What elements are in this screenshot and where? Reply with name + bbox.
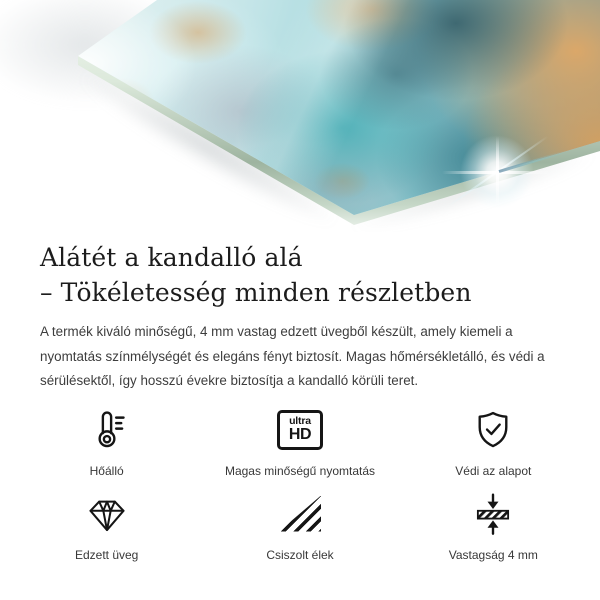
feature-label: Hőálló bbox=[89, 463, 124, 478]
feature-label: Vastagság 4 mm bbox=[448, 547, 538, 562]
ultra-hd-icon-text-bottom: HD bbox=[288, 426, 312, 443]
feature-heat-resistant bbox=[10, 408, 203, 478]
product-photo bbox=[0, 0, 600, 232]
feature-thickness bbox=[397, 492, 590, 562]
diamond-icon bbox=[85, 492, 129, 536]
feature-label: Védi az alapot bbox=[455, 463, 532, 478]
feature-protects-base bbox=[397, 408, 590, 478]
polished-edges-icon bbox=[279, 492, 321, 536]
page-title-line1: Alátét a kandalló alá bbox=[40, 243, 303, 272]
ultra-hd-icon-text-top: ultra bbox=[289, 415, 311, 427]
feature-polished-edges bbox=[203, 492, 396, 562]
feature-label: Csiszolt élek bbox=[266, 547, 334, 562]
feature-tempered-glass bbox=[10, 492, 203, 562]
page-title bbox=[40, 240, 560, 310]
thickness-press-icon bbox=[471, 492, 515, 536]
feature-grid bbox=[10, 408, 590, 562]
ultra-hd-icon bbox=[277, 408, 323, 452]
feature-high-quality-print bbox=[203, 408, 396, 478]
feature-label: Magas minőségű nyomtatás bbox=[224, 463, 376, 478]
page-title-line2: – Tökéletesség minden részletben bbox=[40, 278, 472, 307]
product-description-section bbox=[0, 240, 600, 562]
shield-check-icon bbox=[471, 408, 515, 452]
product-description: A termék kiváló minőségű, 4 mm vastag edzett üvegből készült, amely kiemeli a nyomtatás színmélységét és elegáns fényt biztosít. Magas hőmérsékletálló, és védi a sérülésektől, így hosszú évekre biztosítja a kandalló körüli teret. bbox=[40, 324, 545, 388]
thermometer-icon bbox=[85, 408, 129, 452]
feature-label: Edzett üveg bbox=[74, 547, 139, 562]
